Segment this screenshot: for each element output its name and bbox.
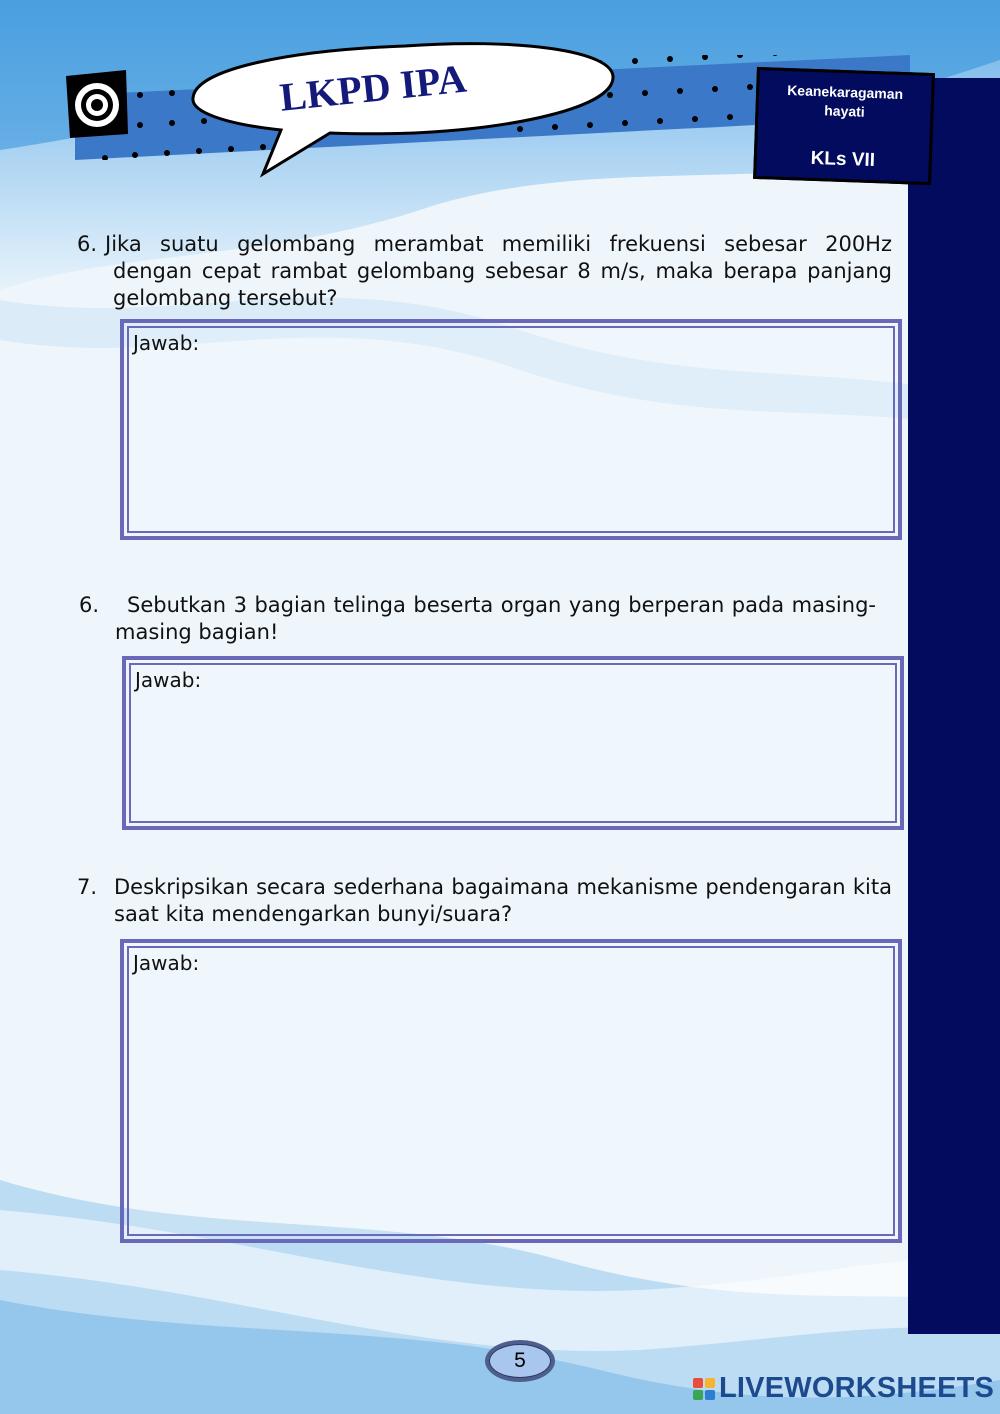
answer-box[interactable] xyxy=(120,319,902,540)
answer-box[interactable] xyxy=(120,939,902,1243)
answer-label: Jawab: xyxy=(135,668,202,692)
answer-label: Jawab: xyxy=(133,331,200,355)
question-1 xyxy=(77,231,892,312)
question-text: Deskripsikan secara sederhana bagaimana mekanisme pendengaran kita saat kita mendengarkan bunyi/suara? xyxy=(114,875,892,926)
brand-name: LIVEWORKSHEETS xyxy=(719,1372,995,1404)
answer-label: Jawab: xyxy=(133,951,200,975)
page-number-badge xyxy=(485,1340,555,1382)
topic-title: Keanekaragaman hayati xyxy=(786,82,904,120)
worksheet-title: LKPD IPA xyxy=(277,55,469,120)
topic-box xyxy=(753,67,935,185)
question-text: Jika suatu gelombang merambat memiliki frekuensi sebesar 200Hz dengan cepat rambat gelombang sebesar 8 m/s, maka berapa panjang gelombang tersebut? xyxy=(105,232,892,310)
question-number: 7. xyxy=(77,875,98,899)
class-label: KLs VII xyxy=(810,147,876,172)
page-number: 5 xyxy=(489,1344,551,1378)
question-text: Sebutkan 3 bagian telinga beserta organ yang berperan pada masing-masing bagian! xyxy=(115,593,876,644)
right-side-bar xyxy=(908,78,1000,1334)
answer-box[interactable] xyxy=(122,656,904,830)
target-icon xyxy=(64,70,130,140)
liveworksheets-brand xyxy=(693,1372,994,1405)
question-3 xyxy=(77,874,892,928)
question-2 xyxy=(79,592,876,646)
question-number: 6. xyxy=(77,232,98,256)
liveworksheets-logo-icon xyxy=(693,1378,715,1400)
question-number: 6. xyxy=(79,593,100,617)
